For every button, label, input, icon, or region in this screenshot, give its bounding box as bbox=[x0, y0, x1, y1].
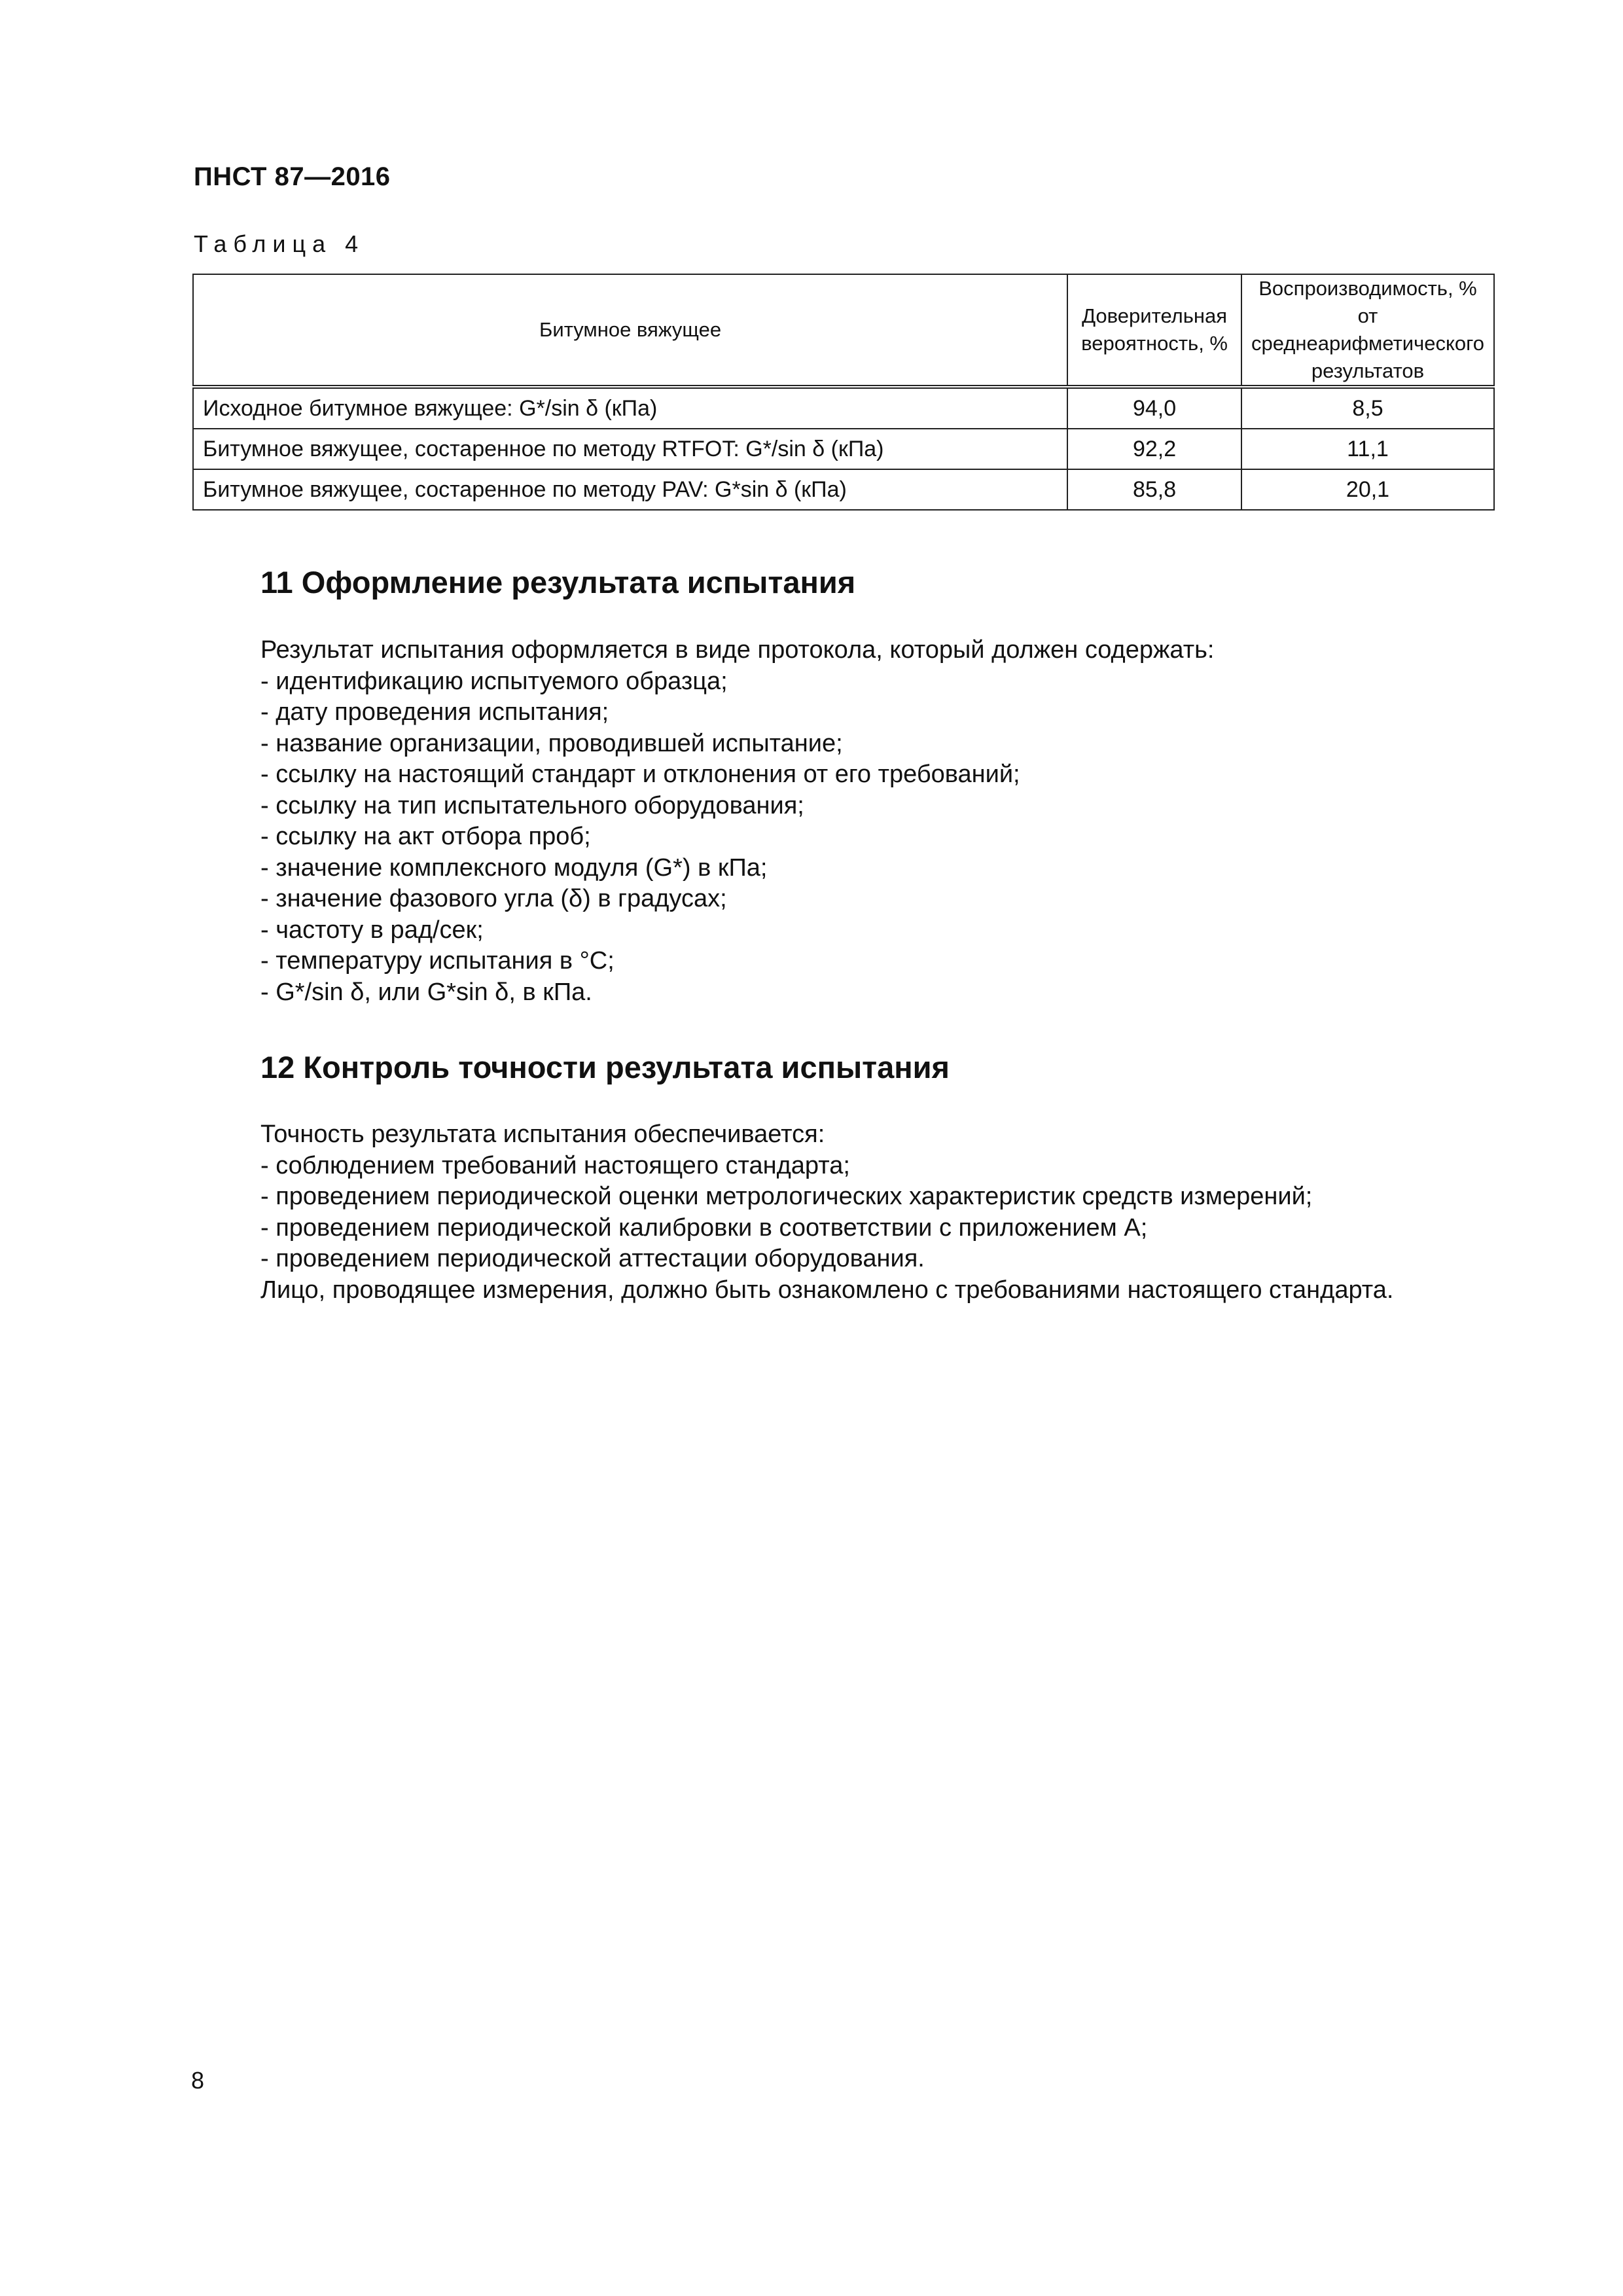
table-caption: Таблица 4 bbox=[194, 230, 365, 257]
list-item: - ссылку на настоящий стандарт и отклонения от его требований; bbox=[260, 761, 1020, 788]
table-row bbox=[193, 429, 1494, 469]
row-binder-name: Исходное битумное вяжущее: G*/sin δ (кПа) bbox=[193, 387, 1067, 429]
row-binder-name: Битумное вяжущее, состаренное по методу RTFOT: G*/sin δ (кПа) bbox=[193, 429, 1067, 469]
row-probability: 85,8 bbox=[1067, 469, 1241, 510]
page-number: 8 bbox=[191, 2067, 205, 2094]
list-item: - температуру испытания в °С; bbox=[260, 947, 615, 975]
list-item: - дату проведения испытания; bbox=[260, 698, 609, 726]
list-item: - G*/sin δ, или G*sin δ, в кПа. bbox=[260, 978, 592, 1006]
list-item: - частоту в рад/сек; bbox=[260, 916, 484, 944]
list-item: - значение фазового угла (δ) в градусах; bbox=[260, 885, 727, 912]
row-reproducibility: 20,1 bbox=[1241, 469, 1494, 510]
table-row bbox=[193, 469, 1494, 510]
column-header-binder: Битумное вяжущее bbox=[193, 274, 1067, 387]
list-item: - проведением периодической калибровки в соответствии с приложением А; bbox=[260, 1213, 1148, 1242]
list-item: - соблюдением требований настоящего стандарта; bbox=[260, 1151, 850, 1179]
section-11-intro: Результат испытания оформляется в виде протокола, который должен содержать: bbox=[260, 636, 1215, 664]
list-item: - проведением периодической аттестации оборудования. bbox=[260, 1245, 925, 1272]
row-probability: 94,0 bbox=[1067, 387, 1241, 429]
list-item: - название организации, проводившей испытание; bbox=[260, 729, 843, 757]
list-item: - идентификацию испытуемого образца; bbox=[260, 667, 728, 695]
row-binder-name: Битумное вяжущее, состаренное по методу PAV: G*sin δ (кПа) bbox=[193, 469, 1067, 510]
section-12-intro: Точность результата испытания обеспечивается: bbox=[260, 1121, 825, 1148]
list-item: - значение комплексного модуля (G*) в кПа; bbox=[260, 853, 768, 882]
section-11-title: 11 Оформление результата испытания bbox=[260, 565, 856, 600]
column-header-probability: Доверительная вероятность, % bbox=[1067, 274, 1241, 387]
row-reproducibility: 11,1 bbox=[1241, 429, 1494, 469]
list-item: - проведением периодической оценки метрологических характеристик средств измерений; bbox=[260, 1183, 1313, 1210]
table-row bbox=[193, 387, 1494, 429]
document-code: ПНСТ 87—2016 bbox=[194, 162, 391, 191]
section-11-body bbox=[260, 635, 1497, 1008]
precision-table bbox=[192, 274, 1495, 511]
section-12-body bbox=[260, 1119, 1497, 1306]
list-item: - ссылку на акт отбора проб; bbox=[260, 823, 591, 850]
section-12-closing: Лицо, проводящее измерения, должно быть ознакомлено с требованиями настоящего стандарта. bbox=[260, 1276, 1394, 1304]
row-probability: 92,2 bbox=[1067, 429, 1241, 469]
table-header-row bbox=[193, 274, 1494, 387]
section-12-title: 12 Контроль точности результата испытания bbox=[260, 1050, 950, 1085]
row-reproducibility: 8,5 bbox=[1241, 387, 1494, 429]
list-item: - ссылку на тип испытательного оборудования; bbox=[260, 791, 804, 819]
column-header-reproducibility: Воспроизводимость, % от среднеарифметического результатов bbox=[1241, 274, 1494, 387]
